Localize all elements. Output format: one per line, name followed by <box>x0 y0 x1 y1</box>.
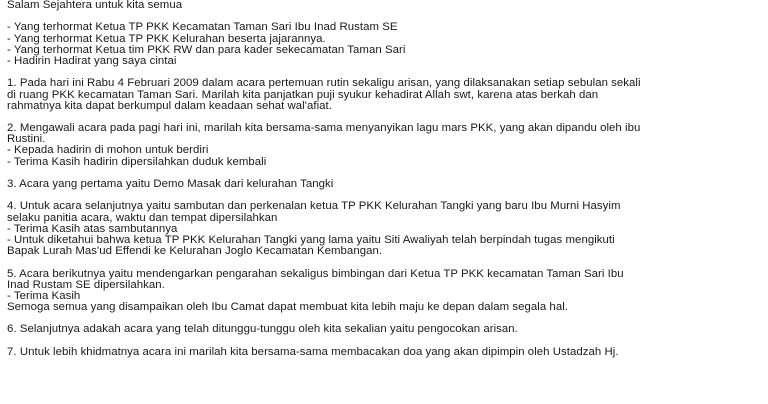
salutation-line: - Yang terhormat Ketua TP PKK Kelurahan beserta jajarannya. <box>7 32 326 45</box>
item2-line: - Terima Kasih hadirin dipersilahkan duduk kembali <box>7 155 267 168</box>
item7-line: 7. Untuk lebih khidmatnya acara ini marilah kita bersama-sama membacakan doa yang akan dipimpin oleh Ustadzah Hj. <box>7 345 619 358</box>
item5-line: Semoga semua yang disampaikan oleh Ibu Camat dapat membuat kita lebih maju ke depan dalam segala hal. <box>7 301 568 314</box>
salutation-line: - Yang terhormat Ketua tim PKK RW dan para kader sekecamatan Taman Sari <box>7 43 406 56</box>
item5-line: Inad Rustam SE dipersilahkan. <box>7 278 165 291</box>
item4-line: 4. Untuk acara selanjutnya yaitu sambutan dan perkenalan ketua TP PKK Kelurahan Tangki yang baru Ibu Murni Hasyim <box>7 200 621 213</box>
item1-line: di ruang PKK kecamatan Taman Sari. Marilah kita panjatkan puji syukur kehadirat Allah swt, karena atas berkah dan <box>7 88 599 101</box>
item2-line: Rustini. <box>7 133 46 146</box>
salutation-line: - Yang terhormat Ketua TP PKK Kecamatan Taman Sari Ibu Inad Rustam SE <box>7 21 398 34</box>
paragraph-gap <box>7 257 762 268</box>
item6-line: 6. Selanjutnya adakah acara yang telah ditunggu-tunggu oleh kita sekalian yaitu pengocokan arisan. <box>7 323 518 336</box>
item4-line: - Terima Kasih atas sambutannya <box>7 222 178 235</box>
document-body <box>7 0 762 358</box>
greeting-line: Salam Sejahtera untuk kita semua <box>7 0 183 11</box>
item1-line: rahmatnya kita dapat berkumpul dalam keadaan sehat wal'afiat. <box>7 99 332 112</box>
salutation-line: - Hadirin Hadirat yang saya cintai <box>7 54 177 67</box>
item1-line: 1. Pada hari ini Rabu 4 Februari 2009 dalam acara pertemuan rutin sekaligu arisan, yang dilaksanakan setiap sebulan sekali <box>7 77 641 90</box>
item5-line: 5. Acara berikutnya yaitu mendengarkan pengarahan sekaligus bimbingan dari Ketua TP PKK kecamatan Taman Sari Ibu <box>7 267 624 280</box>
item4-line: - Untuk diketahui bahwa ketua TP PKK Kelurahan Tangki yang lama yaitu Siti Awaliyah telah berpindah tugas mengikuti <box>7 233 615 246</box>
item5-line: - Terima Kasih <box>7 289 81 302</box>
item2-line: - Kepada hadirin di mohon untuk berdiri <box>7 144 209 157</box>
item3-line: 3. Acara yang pertama yaitu Demo Masak dari kelurahan Tangki <box>7 178 334 190</box>
item4-line: selaku panitia acara, waktu dan tempat dipersilahkan <box>7 211 278 224</box>
item4-line: Bapak Lurah Mas'ud Effendi ke Kelurahan Joglo Kecamatan Kembangan. <box>7 245 383 258</box>
item2-line: 2. Mengawali acara pada pagi hari ini, marilah kita bersama-sama menyanyikan lagu mars PKK, yang akan dipandu oleh ibu <box>7 122 641 135</box>
